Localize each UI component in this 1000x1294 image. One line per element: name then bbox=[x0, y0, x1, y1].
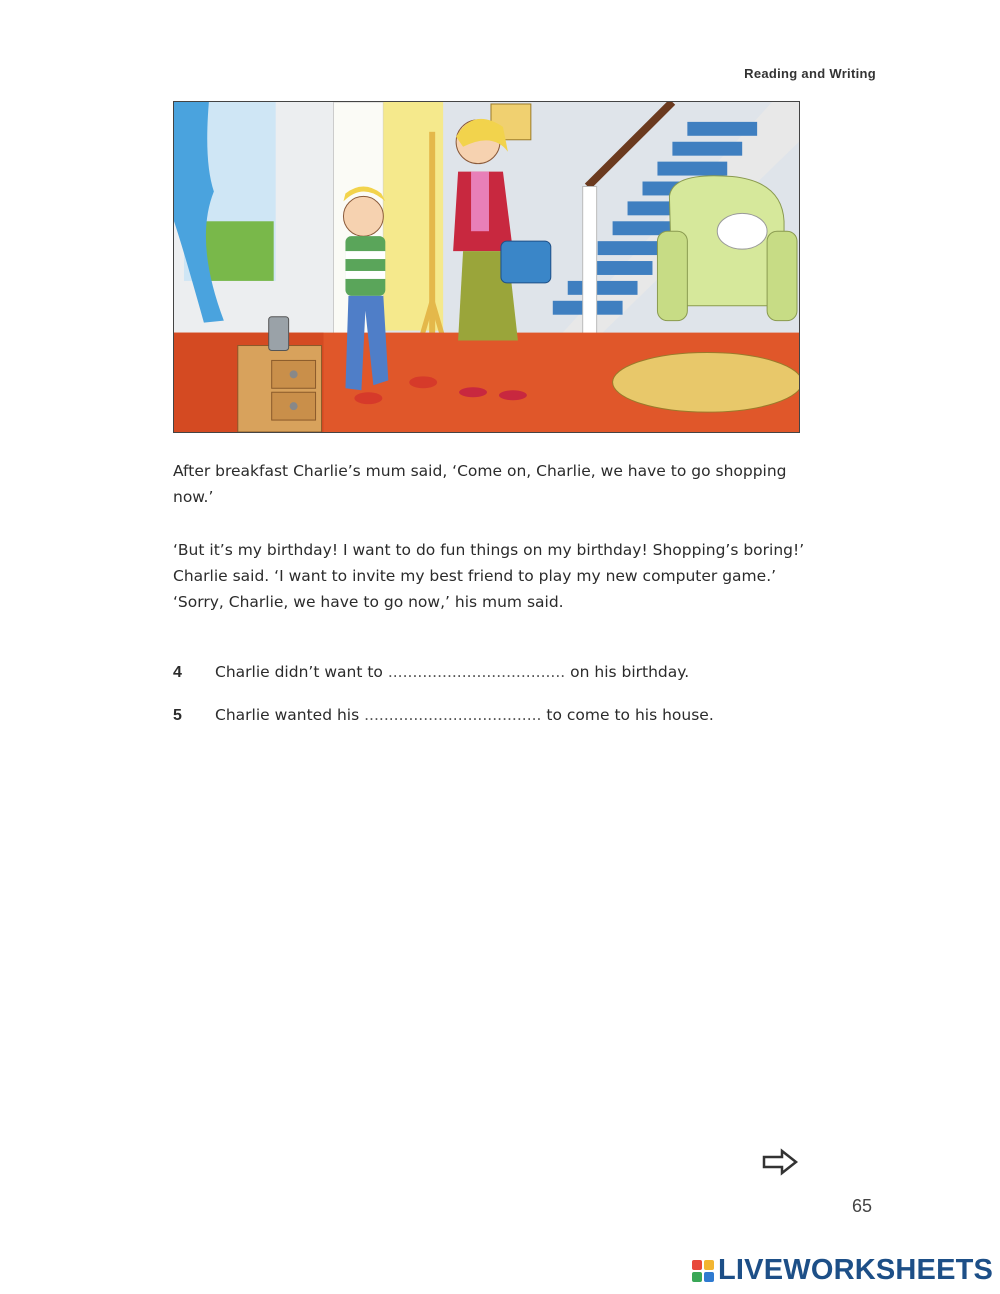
question-text-before: Charlie wanted his bbox=[215, 706, 365, 724]
story-paragraph-2: ‘But it’s my birthday! I want to do fun things on my birthday! Shopping’s boring!’ Charlie said. ‘I want to invite my best friend to play my new computer game.’ ‘Sorry, Charlie, we have to go now,’ his mum said. bbox=[173, 541, 805, 611]
question-text-after: to come to his house. bbox=[541, 706, 714, 724]
question-5 bbox=[173, 706, 813, 725]
question-text-after: on his birthday. bbox=[565, 663, 690, 681]
story-paragraph-1: After breakfast Charlie’s mum said, ‘Come on, Charlie, we have to go shopping now.’ bbox=[173, 462, 787, 506]
answer-blank[interactable]: .................................... bbox=[387, 663, 566, 681]
question-number: 4 bbox=[173, 664, 182, 681]
story-illustration bbox=[173, 101, 800, 433]
brand-footer bbox=[692, 1254, 993, 1287]
section-title: Reading and Writing bbox=[744, 66, 876, 81]
question-number: 5 bbox=[173, 707, 182, 724]
next-arrow-icon[interactable] bbox=[762, 1148, 800, 1176]
page-number: 65 bbox=[852, 1196, 873, 1216]
answer-blank[interactable]: .................................... bbox=[364, 706, 542, 724]
brand-name: LIVEWORKSHEETS bbox=[718, 1254, 994, 1286]
question-text-before: Charlie didn’t want to bbox=[215, 663, 388, 681]
liveworksheets-logo-icon bbox=[692, 1260, 714, 1282]
question-4 bbox=[173, 663, 813, 682]
